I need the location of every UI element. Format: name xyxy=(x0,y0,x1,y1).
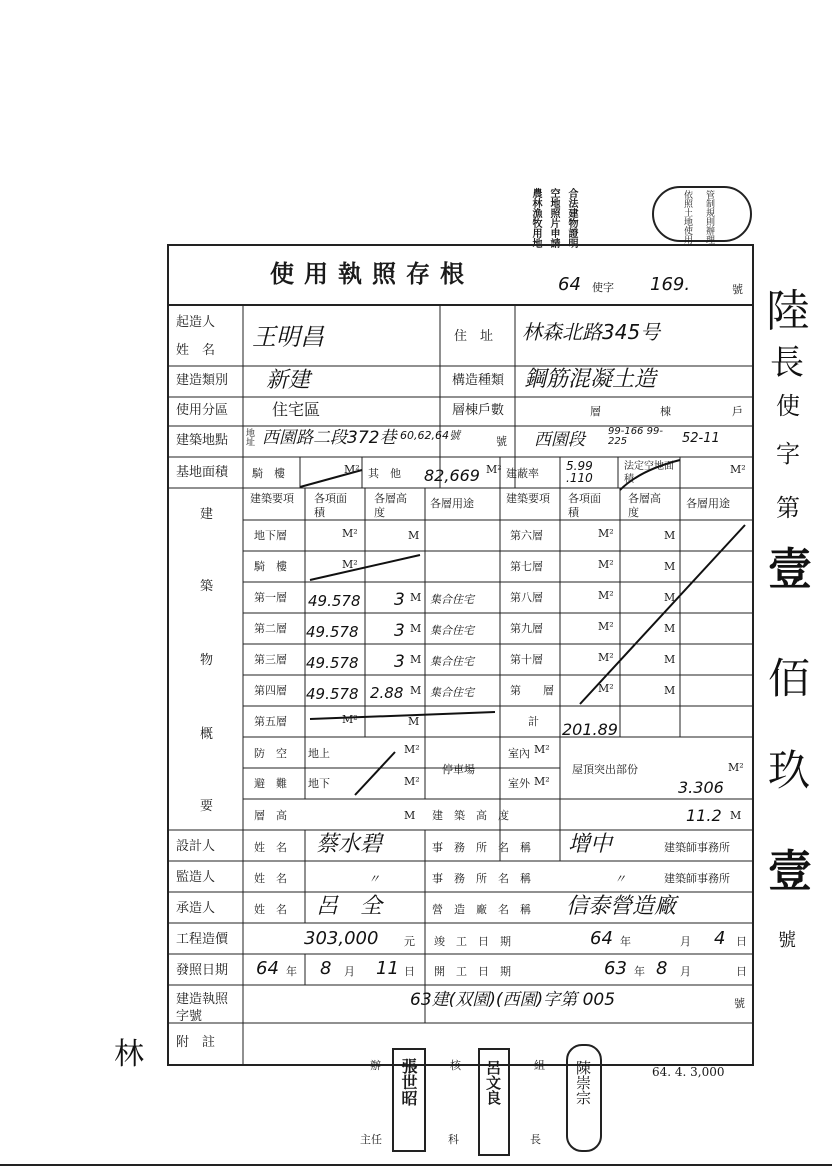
issue-day: 11 xyxy=(376,958,399,979)
designer-office: 增中 xyxy=(568,832,613,857)
unit-f10-m: M xyxy=(664,653,676,666)
label-permit: 建造執照字號 xyxy=(176,992,229,1024)
permit-suffix: 號 xyxy=(734,997,745,1010)
unit-f6-m2: M² xyxy=(598,527,614,540)
print-footer: 64. 4. 3,000 xyxy=(652,1065,725,1079)
unit-m2-arcade: M² xyxy=(344,463,360,476)
f2-use: 集合住宅 xyxy=(430,624,474,637)
seal-2: 呂文良 xyxy=(478,1048,510,1156)
label-architect-1: 建築師事務所 xyxy=(664,841,730,854)
roof-area: 3.306 xyxy=(678,778,724,797)
f2-area: 49.578 xyxy=(306,623,359,641)
unit-f9-m2: M² xyxy=(598,620,614,633)
section-label-2: 築 xyxy=(200,579,214,594)
site-lot-no2: 52-11 xyxy=(682,431,720,446)
unit-bh-m: M xyxy=(730,809,742,822)
label-contractor-company: 營 造 廠 名 稱 xyxy=(432,903,531,916)
unit-yuan: 元 xyxy=(404,935,415,948)
issue-year: 64 xyxy=(256,958,279,979)
unit-m2-open: M² xyxy=(730,463,746,476)
completion-day: 4 xyxy=(714,928,726,949)
start-month: 8 xyxy=(656,958,668,979)
number-prefix: 64 xyxy=(558,274,581,295)
row-f10: 第十層 xyxy=(510,653,543,666)
builder-name: 王明昌 xyxy=(252,323,324,351)
sign-label-3: 組 xyxy=(534,1059,545,1072)
address-value: 林森北路345号 xyxy=(522,320,661,344)
designer-name: 蔡水碧 xyxy=(316,832,383,857)
structure-value: 鋼筋混凝土造 xyxy=(524,367,657,392)
supervisor-office: 〃 xyxy=(614,872,627,886)
number-value: 169. xyxy=(650,274,691,295)
row-f2: 第二層 xyxy=(254,622,287,635)
site-lot-no: 99-166 99-225 xyxy=(608,426,663,447)
label-parking: 停車場 xyxy=(442,763,475,776)
unit-sy: 年 xyxy=(634,965,645,978)
completion-year: 64 xyxy=(590,928,613,949)
label-issue-date: 發照日期 xyxy=(176,963,229,978)
label-completion: 竣 工 日 期 xyxy=(434,935,511,948)
unit-f6-m: M xyxy=(664,529,676,542)
unit-floor: 層 xyxy=(590,405,601,418)
f3-unit-m: M xyxy=(410,653,422,666)
building-type-value: 新建 xyxy=(266,368,311,393)
total-area: 201.89 xyxy=(562,720,618,739)
unit-fb-m: M xyxy=(664,684,676,697)
usage-zone-value: 住宅區 xyxy=(272,400,321,419)
seal-1: 張世昭 xyxy=(392,1048,426,1152)
col-height-1: 各層高度 xyxy=(374,492,407,520)
unit-above-m2: M² xyxy=(404,743,420,756)
permit-value: 63建(双園)(西園)字第 005 xyxy=(410,990,616,1010)
f1-height: 3 xyxy=(394,590,405,610)
f3-height: 3 xyxy=(394,652,405,672)
unit-sd: 日 xyxy=(736,965,747,978)
label-supervisor-name: 姓 名 xyxy=(254,872,287,885)
cost-value: 303,000 xyxy=(304,928,379,949)
start-year: 63 xyxy=(604,958,627,979)
sign-label-5: 主任 xyxy=(360,1133,382,1146)
sign-label-2: 核 xyxy=(450,1059,461,1072)
bottom-line xyxy=(0,1164,832,1166)
label-architect-2: 建築師事務所 xyxy=(664,872,730,885)
label-outdoor: 室外 xyxy=(508,777,530,790)
stamp-text-1: 農林漁牧用地 xyxy=(530,188,541,248)
label-building-site: 建築地點 xyxy=(176,433,229,448)
form-title: 使用執照存根 xyxy=(270,259,474,288)
section-label-5: 要 xyxy=(200,799,214,814)
row-total: 計 xyxy=(528,715,539,728)
unit-f8-m: M xyxy=(664,591,676,604)
unit-f7-m: M xyxy=(664,560,676,573)
label-building-type: 建造類別 xyxy=(176,373,229,388)
label-designer: 設計人 xyxy=(176,839,216,854)
f4-use: 集合住宅 xyxy=(430,686,474,699)
label-site-small: 地址 xyxy=(246,429,256,448)
coverage-value: 5.99 .110 xyxy=(566,459,593,485)
label-designer-name: 姓 名 xyxy=(254,841,287,854)
col-height-2: 各層高度 xyxy=(628,492,661,520)
section-label-1: 建 xyxy=(200,507,214,522)
unit-household: 戶 xyxy=(732,405,743,418)
row-arcade: 騎 樓 xyxy=(254,560,287,573)
number-suffix: 號 xyxy=(732,283,743,296)
unit-fb-m2: M² xyxy=(598,682,614,695)
unit-f9-m: M xyxy=(664,622,676,635)
label-arcade: 騎 樓 xyxy=(252,467,285,480)
unit-cd: 日 xyxy=(736,935,747,948)
label-supervisor: 監造人 xyxy=(176,870,216,885)
unit-basement-m: M xyxy=(408,529,420,542)
f3-use: 集合住宅 xyxy=(430,655,474,668)
left-margin-mark: 林 xyxy=(114,1037,144,1072)
unit-indoor-m2: M² xyxy=(534,743,550,756)
label-contractor: 承造人 xyxy=(176,901,216,916)
side-stamp: 陸 長 使 字 第 壹 佰 玖 壹 號 xyxy=(766,286,812,951)
label-cost: 工程造價 xyxy=(176,932,229,947)
seal-3: 陳崇宗 xyxy=(566,1044,602,1152)
label-roof: 屋頂突出部份 xyxy=(572,763,638,776)
unit-f7-m2: M² xyxy=(598,558,614,571)
label-open-space: 法定空地面積 xyxy=(624,461,674,485)
sign-label-1: 辦 xyxy=(370,1059,381,1072)
stamp-text-3: 合法建物證明 xyxy=(566,188,577,248)
unit-m2-other: M² xyxy=(486,463,502,476)
label-site-area: 基地面積 xyxy=(176,465,229,480)
unit-arcade-m2: M² xyxy=(342,558,358,571)
label-supervisor-office: 事 務 所 名 稱 xyxy=(432,872,531,885)
label-indoor: 室內 xyxy=(508,747,530,760)
other-area-value: 82,669 xyxy=(424,466,480,485)
issue-month: 8 xyxy=(320,958,332,979)
label-bldg-height: 建 築 高 度 xyxy=(432,809,509,822)
label-designer-office: 事 務 所 名 稱 xyxy=(432,841,531,854)
site-road-value: 西園路二段372巷 xyxy=(262,428,397,448)
row-f9: 第九層 xyxy=(510,622,543,635)
site-no-value: 60,62,64號 xyxy=(400,429,460,442)
f4-unit-m: M xyxy=(410,684,422,697)
col-item-1: 建築要項 xyxy=(250,492,294,505)
label-address: 住 址 xyxy=(454,329,494,344)
col-item-2: 建築要項 xyxy=(506,492,550,505)
unit-cy: 年 xyxy=(620,935,631,948)
label-site-no: 號 xyxy=(496,435,507,448)
label-floor-height: 層 高 xyxy=(254,809,287,822)
stamp-text-2: 空地照片申請 xyxy=(548,188,559,248)
f1-use: 集合住宅 xyxy=(430,593,474,606)
label-remarks: 附 註 xyxy=(176,1035,216,1050)
label-structure: 構造種類 xyxy=(452,373,505,388)
row-basement: 地下層 xyxy=(254,529,287,542)
label-usage-zone: 使用分區 xyxy=(176,403,229,418)
label-builder-2: 姓 名 xyxy=(176,343,216,358)
section-label-3: 物 xyxy=(200,653,214,668)
f4-height: 2.88 xyxy=(370,684,404,702)
unit-f10-m2: M² xyxy=(598,651,614,664)
f2-height: 3 xyxy=(394,621,405,641)
label-air-defense: 防 空 xyxy=(254,747,287,760)
unit-cm: 月 xyxy=(680,935,691,948)
f3-area: 49.578 xyxy=(306,654,359,672)
supervisor-name: 〃 xyxy=(368,872,381,886)
unit-outdoor-m2: M² xyxy=(534,775,550,788)
unit-im: 月 xyxy=(344,965,355,978)
label-contractor-name: 姓 名 xyxy=(254,903,287,916)
unit-fh-m: M xyxy=(404,809,416,822)
unit-roof-m2: M² xyxy=(728,761,744,774)
label-other: 其 他 xyxy=(368,467,401,480)
col-area-2: 各項面積 xyxy=(568,492,601,520)
stamp-text-4: 依照土地使用 xyxy=(682,190,692,244)
unit-sm: 月 xyxy=(680,965,691,978)
contractor-name: 呂 全 xyxy=(316,894,383,919)
label-above: 地上 xyxy=(308,747,330,760)
unit-f5-m: M xyxy=(408,715,420,728)
unit-f5-m2: M² xyxy=(342,713,358,726)
stamp-text-5: 管制規則辦理 xyxy=(704,190,714,244)
row-f7: 第七層 xyxy=(510,560,543,573)
bldg-height-value: 11.2 xyxy=(686,806,722,825)
unit-id: 日 xyxy=(404,965,415,978)
row-f3: 第三層 xyxy=(254,653,287,666)
number-mid: 使字 xyxy=(592,281,614,294)
unit-f8-m2: M² xyxy=(598,589,614,602)
label-start-date: 開 工 日 期 xyxy=(434,965,511,978)
label-builder-1: 起造人 xyxy=(176,315,216,330)
row-f8: 第八層 xyxy=(510,591,543,604)
label-coverage: 建蔽率 xyxy=(506,467,539,480)
contractor-company: 信泰營造廠 xyxy=(566,894,677,919)
col-area-1: 各項面積 xyxy=(314,492,347,520)
unit-basement-m2: M² xyxy=(342,527,358,540)
section-label-4: 概 xyxy=(200,727,214,742)
unit-iy: 年 xyxy=(286,965,297,978)
label-evacuation: 避 難 xyxy=(254,777,287,790)
row-f-blank: 第 層 xyxy=(510,684,554,697)
label-floors-units: 層棟戶數 xyxy=(452,403,505,418)
row-f1: 第一層 xyxy=(254,591,287,604)
row-f5: 第五層 xyxy=(254,715,287,728)
sign-label-4: 長 xyxy=(530,1133,541,1146)
f1-unit-m: M xyxy=(410,591,422,604)
unit-below-m2: M² xyxy=(404,775,420,788)
col-usage-2: 各層用途 xyxy=(686,497,730,510)
col-usage-1: 各層用途 xyxy=(430,497,474,510)
f4-area: 49.578 xyxy=(306,685,359,703)
row-f4: 第四層 xyxy=(254,684,287,697)
label-below: 地下 xyxy=(308,777,330,790)
f1-area: 49.578 xyxy=(308,592,361,610)
sign-label-6: 科 xyxy=(448,1133,459,1146)
row-f6: 第六層 xyxy=(510,529,543,542)
unit-building: 棟 xyxy=(660,405,671,418)
f2-unit-m: M xyxy=(410,622,422,635)
site-lot-value: 西園段 xyxy=(534,430,585,450)
